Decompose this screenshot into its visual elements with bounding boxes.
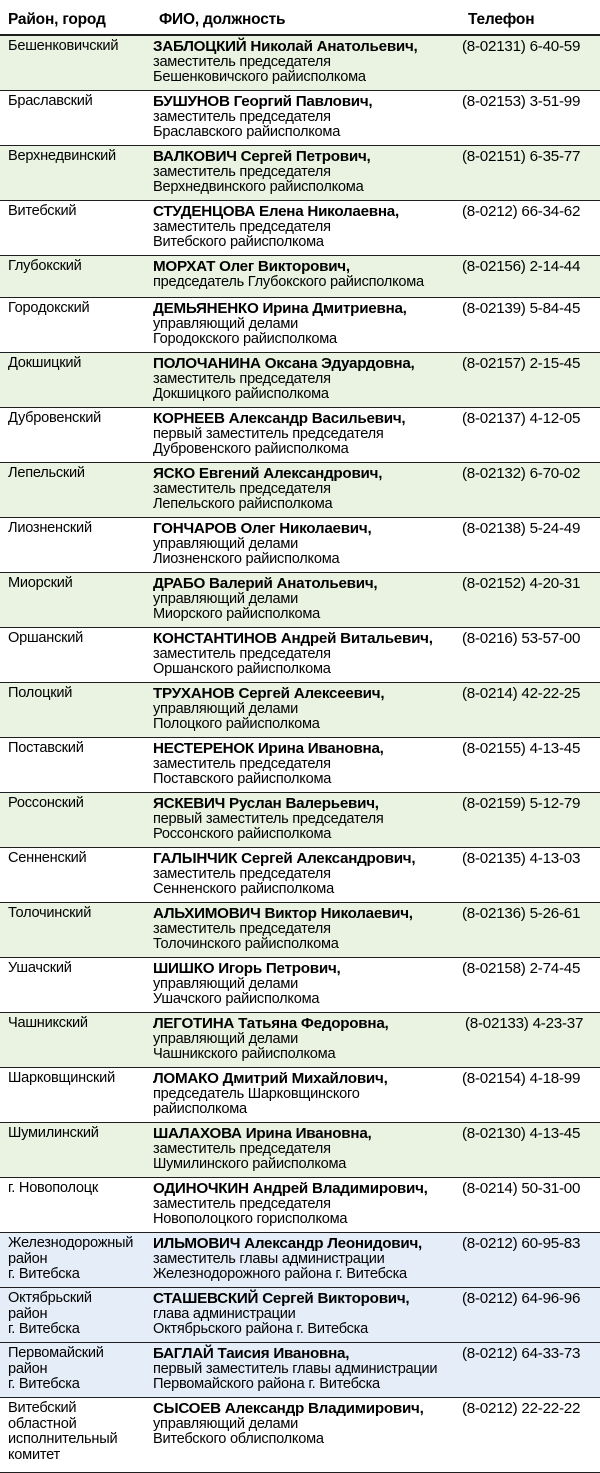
table-row xyxy=(0,1123,600,1178)
person-cell xyxy=(153,961,458,1008)
person-name: ЯСКЕВИЧ Руслан Валерьевич, xyxy=(153,795,379,812)
header-person: ФИО, должность xyxy=(159,11,286,28)
district-cell: Оршанский xyxy=(8,630,84,646)
district-cell: Глубокский xyxy=(8,258,82,274)
person-cell xyxy=(153,796,458,843)
table-row xyxy=(0,256,600,298)
person-cell xyxy=(153,521,458,568)
table-body xyxy=(0,36,600,1473)
table-row xyxy=(0,793,600,848)
table-row xyxy=(0,518,600,573)
table-row xyxy=(0,1343,600,1398)
person-cell xyxy=(153,1181,458,1228)
person-position: заместитель председателя Поставского райисполкома xyxy=(153,755,332,788)
district-cell: Шарковщинский xyxy=(8,1070,115,1086)
person-position: председатель Глубокского райисполкома xyxy=(153,273,424,290)
person-position: глава администрации Октябрьского района г. Витебска xyxy=(153,1305,369,1338)
district-cell: Верхнедвинский xyxy=(8,148,116,164)
person-position: первый заместитель главы администрации Первомайского района г. Витебска xyxy=(153,1360,438,1393)
person-cell xyxy=(153,1126,458,1173)
table-row xyxy=(0,628,600,683)
person-cell xyxy=(153,301,458,348)
district-cell: Шумилинский xyxy=(8,1125,99,1141)
phone-cell: (8-0212) 60-95-83 xyxy=(462,1235,581,1252)
person-name: ШАЛАХОВА Ирина Ивановна, xyxy=(153,1125,372,1142)
person-name: НЕСТЕРЕНОК Ирина Ивановна, xyxy=(153,740,384,757)
phone-cell: (8-0212) 64-96-96 xyxy=(462,1290,581,1307)
person-name: ПОЛОЧАНИНА Оксана Эдуардовна, xyxy=(153,355,415,372)
district-cell: Поставский xyxy=(8,740,84,756)
phone-cell: (8-02153) 3-51-99 xyxy=(462,93,581,110)
person-name: ШИШКО Игорь Петрович, xyxy=(153,960,341,977)
phone-cell: (8-02132) 6-70-02 xyxy=(462,465,581,482)
person-cell xyxy=(153,204,458,251)
person-cell xyxy=(153,94,458,141)
person-position: заместитель председателя Сенненского райисполкома xyxy=(153,865,334,898)
phone-cell: (8-0212) 66-34-62 xyxy=(462,203,581,220)
table-row xyxy=(0,1288,600,1343)
person-name: БАГЛАЙ Таисия Ивановна, xyxy=(153,1345,350,1362)
district-cell: Толочинский xyxy=(8,905,92,921)
person-name: КОНСТАНТИНОВ Андрей Витальевич, xyxy=(153,630,433,647)
person-position: заместитель председателя Толочинского райисполкома xyxy=(153,920,339,953)
phone-cell: (8-02159) 5-12-79 xyxy=(462,795,581,812)
phone-cell: (8-02130) 4-13-45 xyxy=(462,1125,581,1142)
person-cell xyxy=(153,741,458,788)
district-cell: Дубровенский xyxy=(8,410,102,426)
table-row xyxy=(0,408,600,463)
phone-cell: (8-02131) 6-40-59 xyxy=(462,38,581,55)
person-cell xyxy=(153,851,458,898)
person-cell xyxy=(153,356,458,403)
person-cell xyxy=(153,149,458,196)
phone-cell: (8-02158) 2-74-45 xyxy=(462,960,581,977)
table-row xyxy=(0,201,600,256)
person-name: СТАШЕВСКИЙ Сергей Викторович, xyxy=(153,1290,410,1307)
person-cell xyxy=(153,259,458,290)
person-cell xyxy=(153,1346,458,1393)
phone-cell: (8-02136) 5-26-61 xyxy=(462,905,581,922)
phone-cell: (8-0216) 53-57-00 xyxy=(462,630,581,647)
district-cell: г. Новополоцк xyxy=(8,1180,98,1196)
phone-cell: (8-0212) 64-33-73 xyxy=(462,1345,581,1362)
phone-cell: (8-02139) 5-84-45 xyxy=(462,300,581,317)
table-row xyxy=(0,738,600,793)
phone-cell: (8-02151) 6-35-77 xyxy=(462,148,581,165)
phone-cell: (8-02138) 5-24-49 xyxy=(462,520,581,537)
table-row xyxy=(0,353,600,408)
table-row xyxy=(0,91,600,146)
person-name: ИЛЬМОВИЧ Александр Леонидович, xyxy=(153,1235,423,1252)
person-name: ОДИНОЧКИН Андрей Владимирович, xyxy=(153,1180,428,1197)
table-row xyxy=(0,1398,600,1473)
district-cell: Докшицкий xyxy=(8,355,82,371)
person-position: первый заместитель председателя Россонского райисполкома xyxy=(153,810,384,843)
person-cell xyxy=(153,411,458,458)
person-position: первый заместитель председателя Дубровенского райисполкома xyxy=(153,425,384,458)
district-cell: Витебский областной исполнительный комитет xyxy=(8,1400,118,1463)
table-row xyxy=(0,36,600,91)
district-cell: Ушачский xyxy=(8,960,72,976)
district-cell: Октябрьский район г. Витебска xyxy=(8,1290,92,1338)
table-row xyxy=(0,683,600,738)
person-position: управляющий делами Ушачского райисполкома xyxy=(153,975,320,1008)
person-name: БУШУНОВ Георгий Павлович, xyxy=(153,93,373,110)
person-cell xyxy=(153,1291,458,1338)
district-cell: Полоцкий xyxy=(8,685,73,701)
person-cell xyxy=(153,39,458,86)
person-position: управляющий делами Миорского райисполкома xyxy=(153,590,321,623)
person-name: ТРУХАНОВ Сергей Алексеевич, xyxy=(153,685,385,702)
person-name: ДРАБО Валерий Анатольевич, xyxy=(153,575,378,592)
person-position: управляющий делами Полоцкого райисполкома xyxy=(153,700,320,733)
person-position: заместитель председателя Докшицкого райисполкома xyxy=(153,370,331,403)
person-name: ГАЛЫНЧИК Сергей Александрович, xyxy=(153,850,416,867)
header-district: Район, город xyxy=(8,11,106,28)
person-position: заместитель председателя Лепельского райисполкома xyxy=(153,480,333,513)
district-cell: Витебский xyxy=(8,203,77,219)
person-position: заместитель председателя Верхнедвинского райисполкома xyxy=(153,163,364,196)
person-name: СТУДЕНЦОВА Елена Николаевна, xyxy=(153,203,399,220)
district-cell: Сенненский xyxy=(8,850,87,866)
person-cell xyxy=(153,1016,458,1063)
table-row xyxy=(0,146,600,201)
person-cell xyxy=(153,1071,458,1118)
person-position: заместитель председателя Витебского райисполкома xyxy=(153,218,331,251)
district-cell: Россонский xyxy=(8,795,84,811)
table-header xyxy=(0,0,600,36)
district-cell: Первомайский район г. Витебска xyxy=(8,1345,104,1393)
phone-cell: (8-0212) 22-22-22 xyxy=(462,1400,581,1417)
phone-cell: (8-02135) 4-13-03 xyxy=(462,850,581,867)
person-cell xyxy=(153,466,458,513)
person-name: ЛЕГОТИНА Татьяна Федоровна, xyxy=(153,1015,389,1032)
phone-cell: (8-02156) 2-14-44 xyxy=(462,258,581,275)
table-row xyxy=(0,848,600,903)
person-name: ВАЛКОВИЧ Сергей Петрович, xyxy=(153,148,371,165)
district-cell: Лиозненский xyxy=(8,520,92,536)
table-row xyxy=(0,903,600,958)
phone-cell: (8-02152) 4-20-31 xyxy=(462,575,581,592)
person-name: ГОНЧАРОВ Олег Николаевич, xyxy=(153,520,372,537)
table-row xyxy=(0,298,600,353)
district-cell: Миорский xyxy=(8,575,73,591)
person-position: заместитель председателя Шумилинского райисполкома xyxy=(153,1140,347,1173)
person-position: управляющий делами Чашникского райисполкома xyxy=(153,1030,336,1063)
person-name: ДЕМЬЯНЕНКО Ирина Дмитриевна, xyxy=(153,300,407,317)
table-row xyxy=(0,573,600,628)
person-name: КОРНЕЕВ Александр Васильевич, xyxy=(153,410,406,427)
phone-cell: (8-02137) 4-12-05 xyxy=(462,410,581,427)
phone-cell: (8-0214) 42-22-25 xyxy=(462,685,581,702)
district-cell: Лепельский xyxy=(8,465,85,481)
table-row xyxy=(0,1013,600,1068)
person-cell xyxy=(153,576,458,623)
person-name: МОРХАТ Олег Викторович, xyxy=(153,258,350,275)
phone-cell: (8-02154) 4-18-99 xyxy=(462,1070,581,1087)
person-name: ЗАБЛОЦКИЙ Николай Анатольевич, xyxy=(153,38,418,55)
phone-cell: (8-02157) 2-15-45 xyxy=(462,355,581,372)
table-row xyxy=(0,1233,600,1288)
person-position: заместитель председателя Новополоцкого горисполкома xyxy=(153,1195,348,1228)
person-name: СЫСОЕВ Александр Владимирович, xyxy=(153,1400,424,1417)
table-row xyxy=(0,1068,600,1123)
person-position: заместитель главы администрации Железнодорожного района г. Витебска xyxy=(153,1250,407,1283)
table-row xyxy=(0,1178,600,1233)
district-cell: Железнодорожный район г. Витебска xyxy=(8,1235,134,1283)
phone-cell: (8-02133) 4-23-37 xyxy=(465,1015,584,1032)
person-cell xyxy=(153,1236,458,1283)
phone-cell: (8-02155) 4-13-45 xyxy=(462,740,581,757)
person-position: заместитель председателя Оршанского райисполкома xyxy=(153,645,331,678)
person-position: председатель Шарковщинского райисполкома xyxy=(153,1085,360,1118)
district-cell: Бешенковичский xyxy=(8,38,119,54)
district-cell: Чашникский xyxy=(8,1015,88,1031)
district-cell: Браславский xyxy=(8,93,93,109)
person-name: ЯСКО Евгений Александрович, xyxy=(153,465,383,482)
person-position: управляющий делами Лиозненского райисполкома xyxy=(153,535,340,568)
person-position: управляющий делами Городокского райисполкома xyxy=(153,315,337,348)
phone-cell: (8-0214) 50-31-00 xyxy=(462,1180,581,1197)
person-name: АЛЬХИМОВИЧ Виктор Николаевич, xyxy=(153,905,413,922)
person-cell xyxy=(153,631,458,678)
person-position: заместитель председателя Браславского райисполкома xyxy=(153,108,341,141)
person-cell xyxy=(153,1401,458,1448)
header-phone: Телефон xyxy=(468,11,535,28)
district-cell: Городокский xyxy=(8,300,90,316)
person-position: управляющий делами Витебского облисполкома xyxy=(153,1415,324,1448)
person-cell xyxy=(153,686,458,733)
person-position: заместитель председателя Бешенковичского райисполкома xyxy=(153,53,366,86)
table-row xyxy=(0,958,600,1013)
person-name: ЛОМАКО Дмитрий Михайлович, xyxy=(153,1070,388,1087)
person-cell xyxy=(153,906,458,953)
table-row xyxy=(0,463,600,518)
